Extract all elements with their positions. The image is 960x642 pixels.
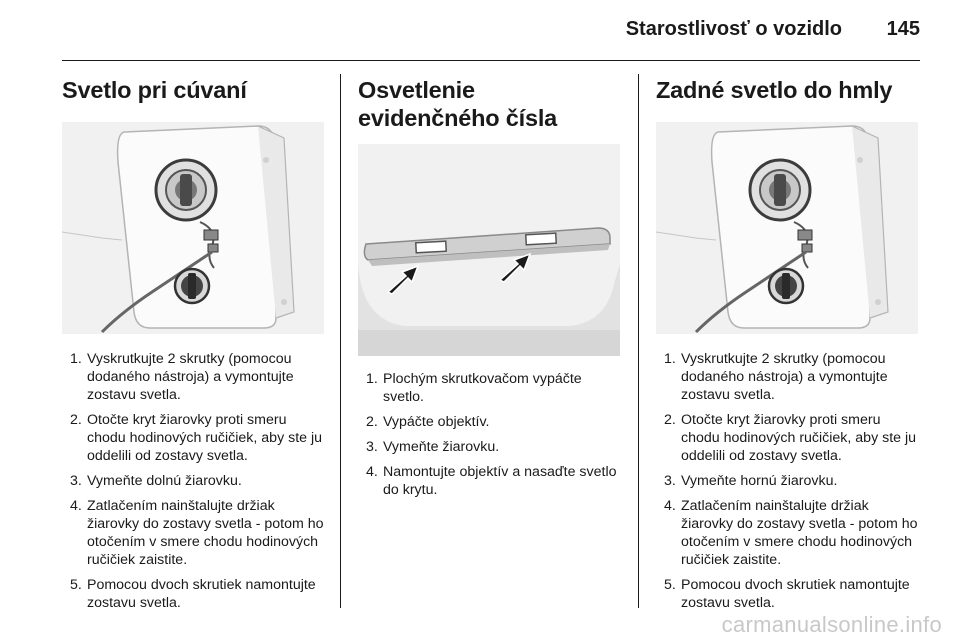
list-item: 4. Zatlačením nainštalujte držiak žiarovky do zostavy svetla - potom ho otočením v smere chodu hodinových ručičiek zaistite. xyxy=(70,498,324,568)
column-licence-plate-light xyxy=(358,76,622,506)
list-item: 5. Pomocou dvoch skrutiek namontujte zostavu svetla. xyxy=(664,577,910,611)
column-divider xyxy=(340,74,341,608)
list-item: 2. Otočte kryt žiarovky proti smeru chodu hodinových ručičiek, aby ste ju oddelili od zostavy svetla. xyxy=(70,412,323,464)
column-rear-fog-light xyxy=(656,76,920,619)
list-item: 2. Otočte kryt žiarovky proti smeru chodu hodinových ručičiek, aby ste ju oddelili od zostavy svetla. xyxy=(664,412,917,464)
lamp-assembly-illustration xyxy=(62,122,324,334)
column-divider xyxy=(638,74,639,608)
list-item: 1. Plochým skrutkovačom vypáčte svetlo. xyxy=(366,371,582,405)
list-item: 1. Vyskrutkujte 2 skrutky (pomocou dodaného nástroja) a vymontujte zostavu svetla. xyxy=(70,351,294,403)
steps-list-rear-fog-light xyxy=(656,350,920,612)
list-item: 4. Namontujte objektív a nasaďte svetlo do krytu. xyxy=(366,464,617,498)
list-item: 5. Pomocou dvoch skrutiek namontujte zostavu svetla. xyxy=(70,577,316,611)
page-header xyxy=(62,0,920,61)
list-item: 3. Vymeňte žiarovku. xyxy=(366,439,500,455)
list-item: 1. Vyskrutkujte 2 skrutky (pomocou dodaného nástroja) a vymontujte zostavu svetla. xyxy=(664,351,888,403)
watermark: carmanualsonline.info xyxy=(721,612,942,637)
fog-lamp-assembly-illustration xyxy=(656,122,918,334)
heading-rear-fog-light: Zadné svetlo do hmly xyxy=(656,77,893,103)
list-item: 2. Vypáčte objektív. xyxy=(366,414,490,430)
list-item: 4. Zatlačením nainštalujte držiak žiarovky do zostavy svetla - potom ho otočením v smere chodu hodinových ručičiek zaistite. xyxy=(664,498,918,568)
steps-list-reversing-light xyxy=(62,350,326,612)
steps-list-licence-plate-light xyxy=(358,370,622,499)
heading-licence-plate-light: Osvetlenie evidenčného čísla xyxy=(358,77,558,131)
plate-light-illustration xyxy=(358,144,620,356)
list-item: 3. Vymeňte dolnú žiarovku. xyxy=(70,473,242,489)
section-title: Starostlivosť o vozidlo xyxy=(625,18,842,40)
column-reversing-light xyxy=(62,76,326,619)
list-item: 3. Vymeňte hornú žiarovku. xyxy=(664,473,838,489)
heading-reversing-light: Svetlo pri cúvaní xyxy=(62,77,247,103)
page-number: 145 xyxy=(886,18,920,40)
